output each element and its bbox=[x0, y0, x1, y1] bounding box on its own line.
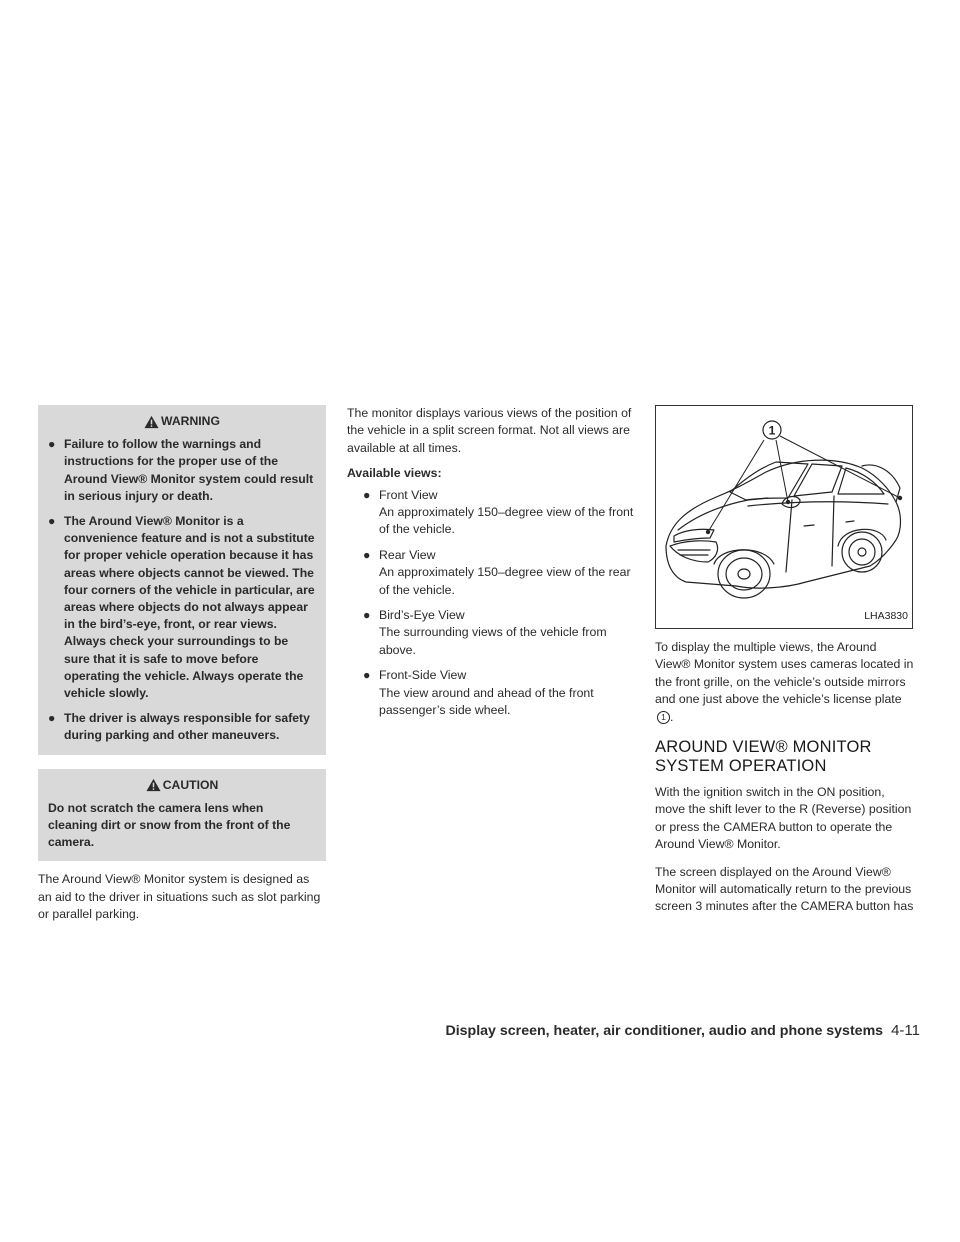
callout-ref: 1 bbox=[657, 711, 670, 724]
display-paragraph: To display the multiple views, the Around View® Monitor system uses cameras located in the front grille, on the vehicle’s outside mirrors and one just above the vehicle’s license plate 1 . bbox=[655, 640, 914, 724]
warning-item: ● The Around View® Monitor is a convenience feature and is not a substitute for proper vehicle operation because it has areas where objects cannot be viewed. The four corners of the vehicle in particular, are areas where objects do not always appear in the bird’s-eye, front, or rear views. Always check your surroundings to be sure that it is safe to move before operating the vehicle. Always operate the vehicle slowly. bbox=[48, 514, 315, 701]
warning-triangle-icon bbox=[144, 415, 159, 429]
figure-code: LHA3830 bbox=[864, 609, 908, 622]
operation-paragraph-1: With the ignition switch in the ON position, move the shift lever to the R (Reverse) position or press the CAMERA button to operate the Around View® Monitor. bbox=[655, 785, 912, 852]
page-footer bbox=[398, 1022, 920, 1039]
warning-list bbox=[48, 436, 316, 744]
bullet: ● bbox=[48, 711, 56, 726]
view-desc: The surrounding views of the vehicle from above. bbox=[379, 625, 607, 657]
caution-triangle-icon bbox=[146, 778, 161, 792]
view-desc: The view around and ahead of the front passenger’s side wheel. bbox=[379, 685, 594, 718]
footer-section-title: Display screen, heater, air conditioner, audio and phone systems bbox=[445, 1023, 884, 1039]
view-item bbox=[363, 547, 635, 599]
intro-paragraph: The Around View® Monitor system is designed as an aid to the driver in situations such as slot parking or parallel parking. bbox=[38, 872, 321, 922]
warning-item: ● Failure to follow the warnings and instructions for the proper use of the Around View® Monitor system could result in serious injury or death. bbox=[48, 437, 314, 503]
view-desc: An approximately 150–degree view of the front of the vehicle. bbox=[379, 505, 634, 537]
bullet: ● bbox=[363, 608, 371, 623]
bullet: ● bbox=[363, 547, 371, 562]
available-views-heading: Available views: bbox=[347, 466, 442, 481]
left-column bbox=[38, 405, 326, 924]
view-item bbox=[363, 487, 635, 539]
warning-title-text: WARNING bbox=[161, 414, 220, 428]
view-name: Front View bbox=[379, 487, 438, 502]
warning-box bbox=[38, 405, 326, 755]
figure-callout: 1 bbox=[768, 423, 776, 438]
view-item bbox=[363, 607, 635, 659]
warning-title bbox=[48, 413, 316, 430]
views-list bbox=[347, 487, 635, 720]
monitor-paragraph: The monitor displays various views of the position of the vehicle in a split screen format. Not all views are available at all times. bbox=[347, 406, 632, 455]
bullet: ● bbox=[363, 668, 371, 683]
view-name: Front-Side View bbox=[379, 668, 467, 683]
view-desc: An approximately 150–degree view of the rear of the vehicle. bbox=[379, 565, 631, 597]
operation-paragraph-2: The screen displayed on the Around View® Monitor will automatically return to the previous screen 3 minutes after the CAMERA button has bbox=[655, 864, 914, 914]
right-column bbox=[655, 405, 915, 916]
vehicle-camera-figure bbox=[655, 405, 913, 629]
vehicle-illustration bbox=[656, 406, 912, 628]
middle-column bbox=[347, 405, 635, 728]
caution-title-text: CAUTION bbox=[162, 777, 219, 792]
bullet: ● bbox=[48, 514, 56, 529]
section-heading: AROUND VIEW® MONITOR SYSTEM OPERATION bbox=[655, 738, 872, 776]
caution-box bbox=[38, 769, 326, 862]
view-name: Bird’s-Eye View bbox=[379, 608, 465, 623]
caution-title bbox=[48, 777, 316, 794]
caution-text: Do not scratch the camera lens when cleaning dirt or snow from the front of the camera. bbox=[48, 800, 291, 850]
bullet: ● bbox=[48, 437, 56, 452]
page-number: 4-11 bbox=[891, 1022, 920, 1039]
view-item bbox=[363, 667, 635, 719]
warning-item: ● The driver is always responsible for safety during parking and other maneuvers. bbox=[48, 711, 310, 743]
view-name: Rear View bbox=[379, 547, 436, 562]
bullet: ● bbox=[363, 487, 371, 502]
